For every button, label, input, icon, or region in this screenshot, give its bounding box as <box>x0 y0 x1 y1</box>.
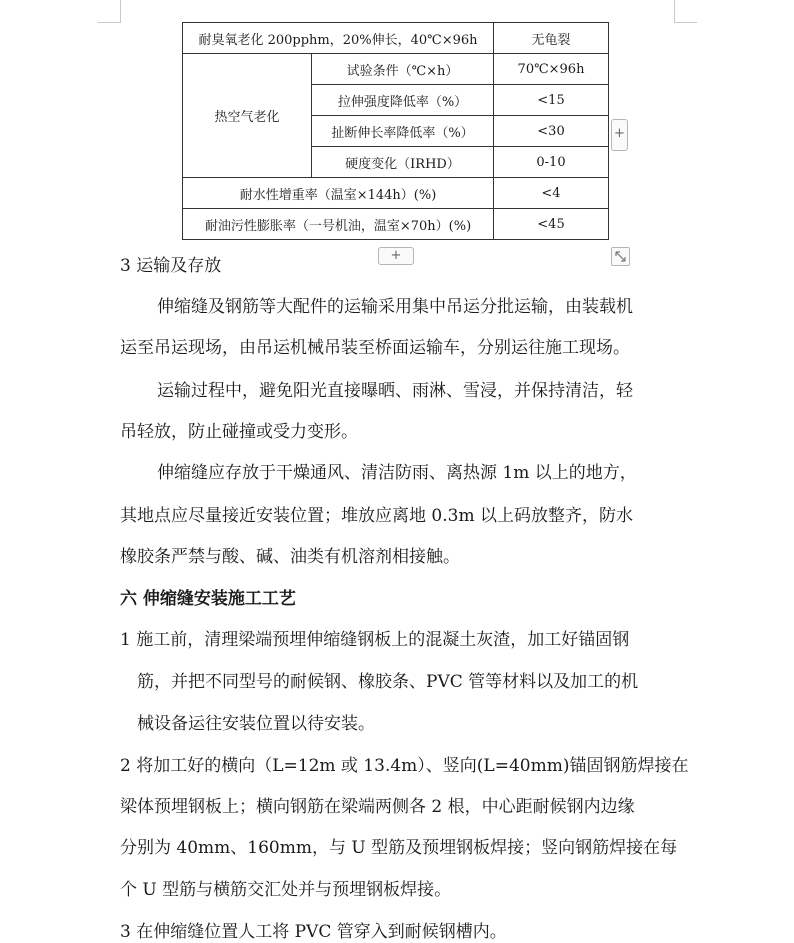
table-row <box>183 54 609 85</box>
paragraph-line: 橡胶条严禁与酸、碱、油类有机溶剂相接触。 <box>120 547 460 567</box>
paragraph-line: 2 将加工好的横向（L=12m 或 13.4m）、竖向(L=40mm)锚固钢筋焊接在 <box>120 756 689 776</box>
table-cell-label[interactable]: 拉伸强度降低率（%） <box>312 85 494 116</box>
table-cell-value[interactable]: 0-10 <box>494 147 609 178</box>
table-cell-label[interactable]: 扯断伸长率降低率（%） <box>312 116 494 147</box>
chapter-heading: 六 伸缩缝安装施工工艺 <box>120 589 296 609</box>
table-row <box>183 209 609 240</box>
add-column-button[interactable]: + <box>611 119 628 151</box>
page-corner-mark-right <box>674 0 697 23</box>
paragraph-line: 分别为 40mm、160mm，与 U 型筋及预埋钢板焊接；竖向钢筋焊接在每 <box>120 838 678 858</box>
section-heading: 3 运输及存放 <box>120 256 222 276</box>
table-cell-value[interactable]: <15 <box>494 85 609 116</box>
paragraph-line: 其地点应尽量接近安装位置；堆放应离地 0.3m 以上码放整齐，防水 <box>120 506 633 526</box>
table-cell-label[interactable]: 硬度变化（IRHD） <box>312 147 494 178</box>
table-cell-value[interactable]: <30 <box>494 116 609 147</box>
paragraph-line: 筋，并把不同型号的耐候钢、橡胶条、PVC 管等材料以及加工的机 <box>137 672 639 692</box>
table-cell-label[interactable]: 耐水性增重率（温室×144h）(%) <box>183 178 494 209</box>
paragraph-line: 个 U 型筋与横筋交汇处并与预埋钢板焊接。 <box>120 880 452 900</box>
add-row-button[interactable]: + <box>378 247 414 265</box>
paragraph-line: 运输过程中，避免阳光直接曝晒、雨淋、雪浸，并保持清洁，轻 <box>157 381 633 401</box>
paragraph-line: 运至吊运现场，由吊运机械吊装至桥面运输车，分别运往施工现场。 <box>120 338 630 358</box>
paragraph-line: 3 在伸缩缝位置人工将 PVC 管穿入到耐候钢槽内。 <box>120 922 507 942</box>
table-cell-label[interactable]: 耐油污性膨胀率（一号机油，温室×70h）(%) <box>183 209 494 240</box>
spec-table[interactable] <box>182 22 609 240</box>
table-cell-group[interactable]: 热空气老化 <box>183 54 312 178</box>
paragraph-line: 梁体预埋钢板上；横向钢筋在梁端两侧各 2 根，中心距耐候钢内边缘 <box>120 797 635 817</box>
table-row <box>183 23 609 54</box>
table-cell-value[interactable]: <4 <box>494 178 609 209</box>
table-cell-label[interactable]: 试验条件（℃×h） <box>312 54 494 85</box>
paragraph-line: 伸缩缝及钢筋等大配件的运输采用集中吊运分批运输，由装载机 <box>157 297 633 317</box>
table-cell-value[interactable]: <45 <box>494 209 609 240</box>
paragraph-line: 械设备运往安装位置以待安装。 <box>137 714 375 734</box>
table-resize-handle[interactable] <box>611 247 630 266</box>
paragraph-line: 吊轻放，防止碰撞或受力变形。 <box>120 422 358 442</box>
page-corner-mark-left <box>98 0 121 23</box>
table-cell-value[interactable]: 无龟裂 <box>494 23 609 54</box>
table-row <box>183 178 609 209</box>
resize-arrows-icon <box>612 248 629 265</box>
paragraph-line: 伸缩缝应存放于干燥通风、清洁防雨、离热源 1m 以上的地方， <box>157 463 637 483</box>
table-cell-value[interactable]: 70℃×96h <box>494 54 609 85</box>
paragraph-line: 1 施工前，清理梁端预埋伸缩缝钢板上的混凝土灰渣，加工好锚固钢 <box>120 630 630 650</box>
table-cell-label[interactable]: 耐臭氧老化 200pphm，20%伸长，40℃×96h <box>183 23 494 54</box>
